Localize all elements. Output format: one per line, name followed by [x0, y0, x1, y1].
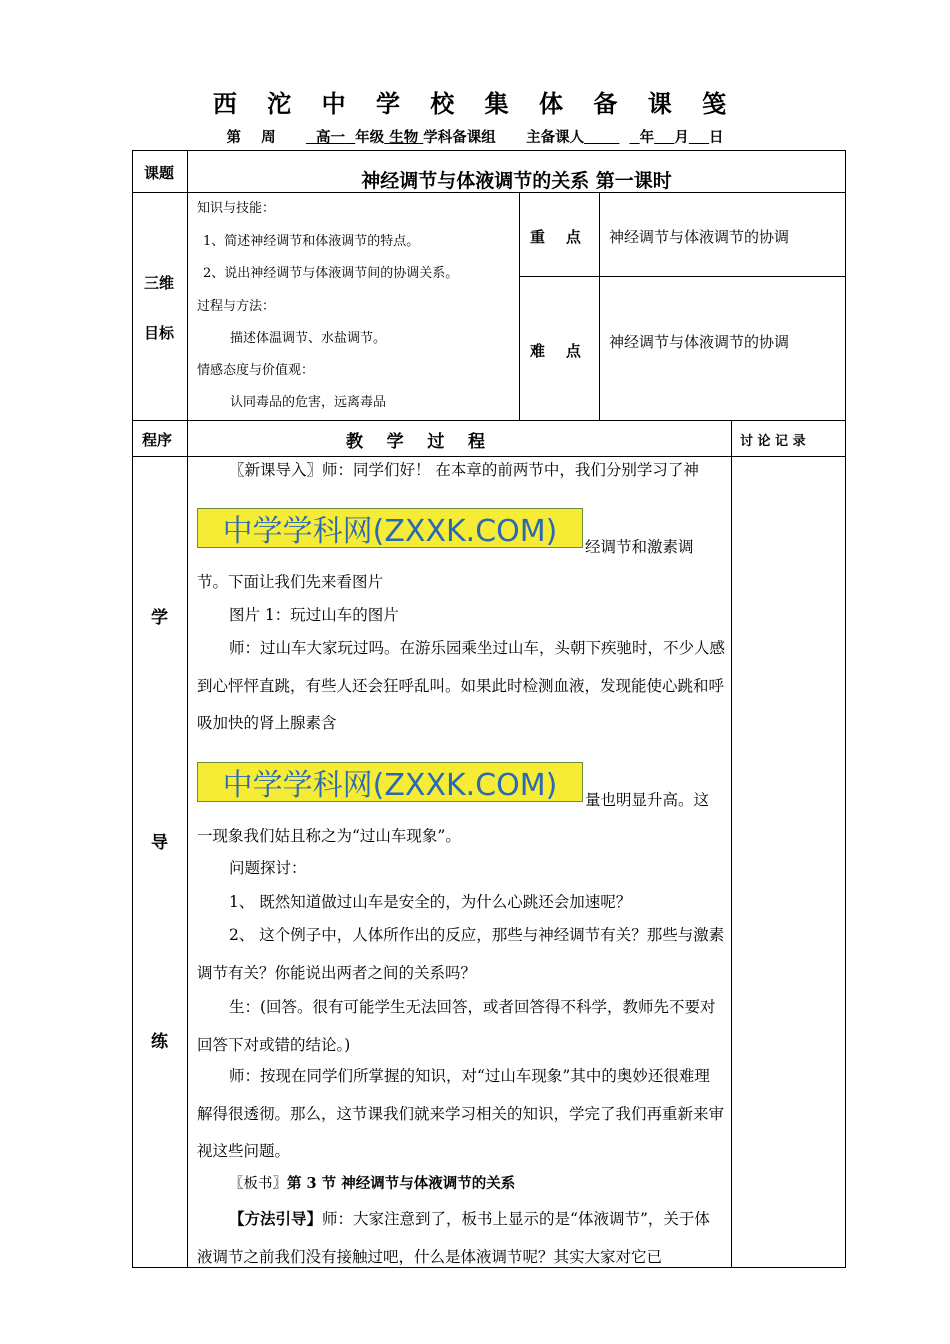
- side-label-practice: 练: [151, 1032, 168, 1052]
- discussion-label: 讨 论 记 录: [740, 434, 806, 449]
- paragraph-intro-continued: 经调节和激素调: [585, 538, 694, 556]
- paragraph-blackboard: 〖板书〗第 3 节 神经调节与体液调节的关系: [229, 1175, 516, 1192]
- watermark-banner: 中学学科网(ZXXK.COM): [197, 508, 583, 548]
- paragraph-roller-coaster-tail: 一现象我们姑且称之为“过山车现象”。: [197, 827, 461, 845]
- side-label-study: 学: [151, 608, 168, 628]
- paragraph-picture: 图片 1：玩过山车的图片: [229, 606, 399, 624]
- document-title: 西 沱 中 学 校 集 体 备 课 笺: [212, 90, 738, 118]
- preparer-label: 主备课人: [526, 130, 585, 146]
- paragraph-roller-coaster-continued: 量也明显升高。这: [585, 791, 710, 809]
- teaching-process-label: 教 学 过 程: [346, 432, 486, 452]
- question-1: 1、 既然知道做过山车是安全的，为什么心跳还会加速呢？: [229, 893, 632, 911]
- topic-title: 神经调节与体液调节的关系 第一课时: [361, 170, 672, 192]
- difficult-point-value: 神经调节与体液调节的协调: [609, 333, 790, 351]
- goals-label-line2: 目标: [144, 324, 175, 342]
- key-point-label: 重 点: [530, 228, 581, 246]
- paragraph-teacher: 师：按现在同学们所掌握的知识，对“过山车现象”其中的奥妙还很难理解得很透彻。那么，这节课我们就来学习相关的知识，学完了我们再重新来审视这些问题。: [197, 1067, 725, 1161]
- paragraph-intro-tail: 节。下面让我们先来看图片: [197, 573, 384, 591]
- side-label-guide: 导: [151, 833, 168, 853]
- goal-line: 描述体温调节、水盐调节。: [230, 331, 387, 346]
- goal-line: 2、说出神经调节与体液调节间的协调关系。: [203, 266, 459, 281]
- goal-line: 知识与技能：: [197, 201, 276, 216]
- subject-value: 生物: [389, 130, 419, 146]
- subject-suffix: 学科备课组: [423, 130, 496, 146]
- procedure-label: 程序: [142, 431, 173, 449]
- grade-value: 高一: [316, 130, 346, 146]
- paragraph-student-answer: 生：(回答。很有可能学生无法回答，或者回答得不科学，教师先不要对回答下对或错的结论。): [197, 998, 716, 1054]
- paragraph-discussion-title: 问题探讨：: [229, 859, 307, 877]
- header-meta-line: [0, 126, 950, 147]
- difficult-point-label: 难 点: [530, 342, 581, 360]
- goal-line: 认同毒品的危害，远离毒品: [230, 395, 387, 410]
- goal-line: 1、简述神经调节和体液调节的特点。: [203, 234, 420, 249]
- goal-line: 过程与方法：: [197, 299, 276, 314]
- day-label: 日: [709, 130, 724, 146]
- goal-line: 情感态度与价值观：: [197, 363, 315, 378]
- paragraph-method-guide: 【方法引导】师：大家注意到了，板书上显示的是“体液调节”，关于体液调节之前我们没有接触过吧，什么是体液调节呢？其实大家对它已: [197, 1209, 710, 1266]
- grade-suffix: 年级: [355, 130, 385, 146]
- month-label: 月: [674, 130, 689, 146]
- key-point-value: 神经调节与体液调节的协调: [609, 228, 790, 246]
- question-2: 2、 这个例子中，人体所作出的反应，那些与神经调节有关？那些与激素调节有关？你能说出两者之间的关系吗？: [197, 926, 725, 982]
- topic-label: 课题: [144, 164, 175, 182]
- blackboard-heading: 第 3 节 神经调节与体液调节的关系: [287, 1175, 516, 1192]
- watermark-banner: 中学学科网(ZXXK.COM): [197, 762, 583, 802]
- goals-label-line1: 三维: [144, 274, 175, 292]
- paragraph-intro: 〖新课导入〗师：同学们好！ 在本章的前两节中，我们分别学习了神: [229, 461, 699, 479]
- week-label: 第 周: [226, 130, 276, 146]
- method-guide-label: 【方法引导】: [229, 1209, 323, 1228]
- year-label: 年: [639, 130, 655, 146]
- paragraph-roller-coaster: 师：过山车大家玩过吗。在游乐园乘坐过山车，头朝下疾驰时，不少人感到心怦怦直跳，有些人还会狂呼乱叫。如果此时检测血液，发现能使心跳和呼吸加快的肾上腺素含: [197, 639, 726, 733]
